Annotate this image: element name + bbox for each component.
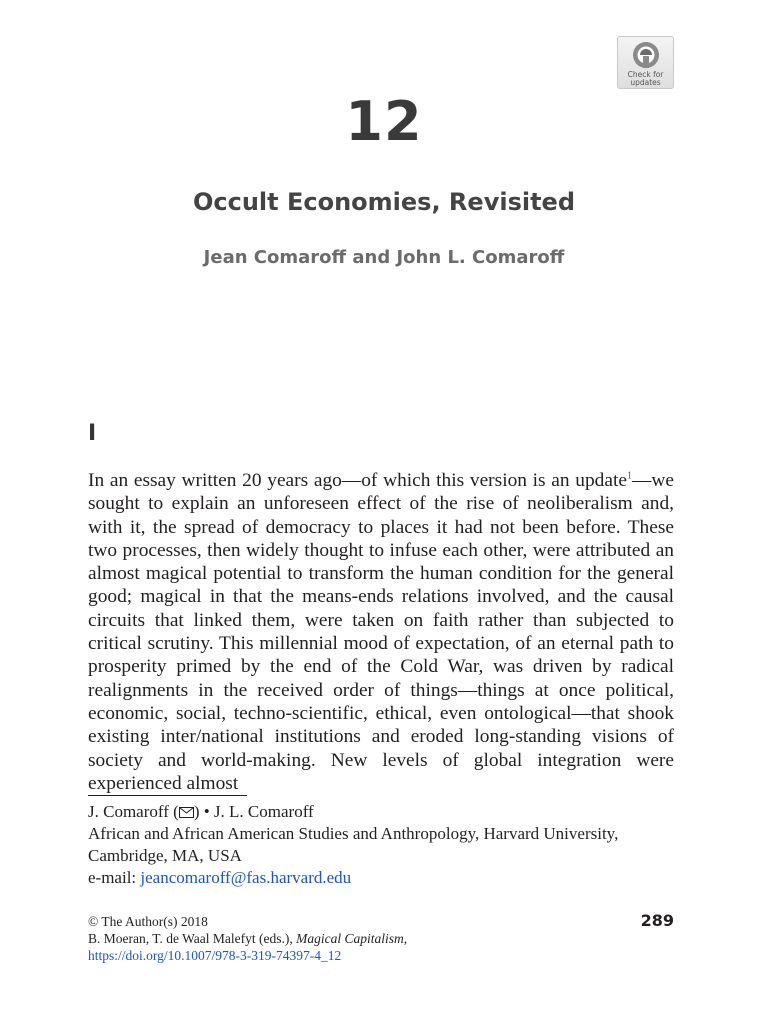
affiliation-email-line: [88, 867, 688, 889]
badge-label-line2: updates: [630, 78, 661, 87]
body-text-part1: In an essay written 20 years ago—of which this version is an update: [88, 470, 627, 491]
footnote-marker[interactable]: 1: [626, 470, 632, 482]
crossmark-icon: [631, 40, 661, 70]
book-title: Magical Capitalism: [296, 931, 404, 946]
author-affiliation: [88, 801, 688, 889]
book-citation: [88, 930, 648, 947]
body-text-part2: —we sought to explain an unforeseen effect of the rise of neoliberalism and, with it, the spread of democracy to places it had not been before. These two processes, then widely thought to infuse each other, were attributed an almost magical potential to transform the human condition for the general good; magical in that the means-ends relations involved, and the causal circuits that linked them, were taken on faith rather than subjected to critical scrutiny. This millennial mood of expectation, of an eternal path to prosperity primed by the end of the Cold War, was driven by radical realignments in the received order of things—things at once political, economic, social, techno-scientific, ethical, even ontological—that shook existing inter/national institutions and eroded long-standing visions of society and world-making. New levels of global integration were experienced almost: [88, 470, 674, 794]
book-citation-punct: ,: [403, 931, 408, 946]
chapter-authors: Jean Comaroff and John L. Comaroff: [203, 247, 565, 268]
copyright-block: [88, 913, 648, 964]
badge-label-line1: Check for: [627, 70, 664, 79]
affiliation-location: Cambridge, MA, USA: [88, 846, 242, 865]
envelope-icon[interactable]: [179, 807, 194, 818]
author2-name: ) • J. L. Comaroff: [193, 802, 314, 821]
affiliation-institution: African and African American Studies and Anthropology, Harvard University,: [88, 824, 619, 843]
footnote-divider: [88, 795, 247, 796]
section-heading: I: [88, 421, 97, 446]
book-editors: B. Moeran, T. de Waal Malefyt (eds.),: [88, 931, 297, 946]
copyright-line: © The Author(s) 2018: [88, 914, 208, 929]
body-paragraph: [88, 469, 674, 795]
email-label: e-mail:: [88, 868, 141, 887]
chapter-title: Occult Economies, Revisited: [192, 188, 576, 216]
doi-link[interactable]: https://doi.org/10.1007/978-3-319-74397-4_12: [88, 948, 342, 963]
author1-name: J. Comaroff (: [88, 802, 179, 821]
email-link[interactable]: jeancomaroff@fas.harvard.edu: [140, 868, 352, 887]
affiliation-authors-line: [88, 801, 688, 823]
check-for-updates-badge[interactable]: [617, 36, 674, 89]
page-number: 289: [640, 911, 674, 930]
chapter-number: 12: [345, 90, 423, 153]
